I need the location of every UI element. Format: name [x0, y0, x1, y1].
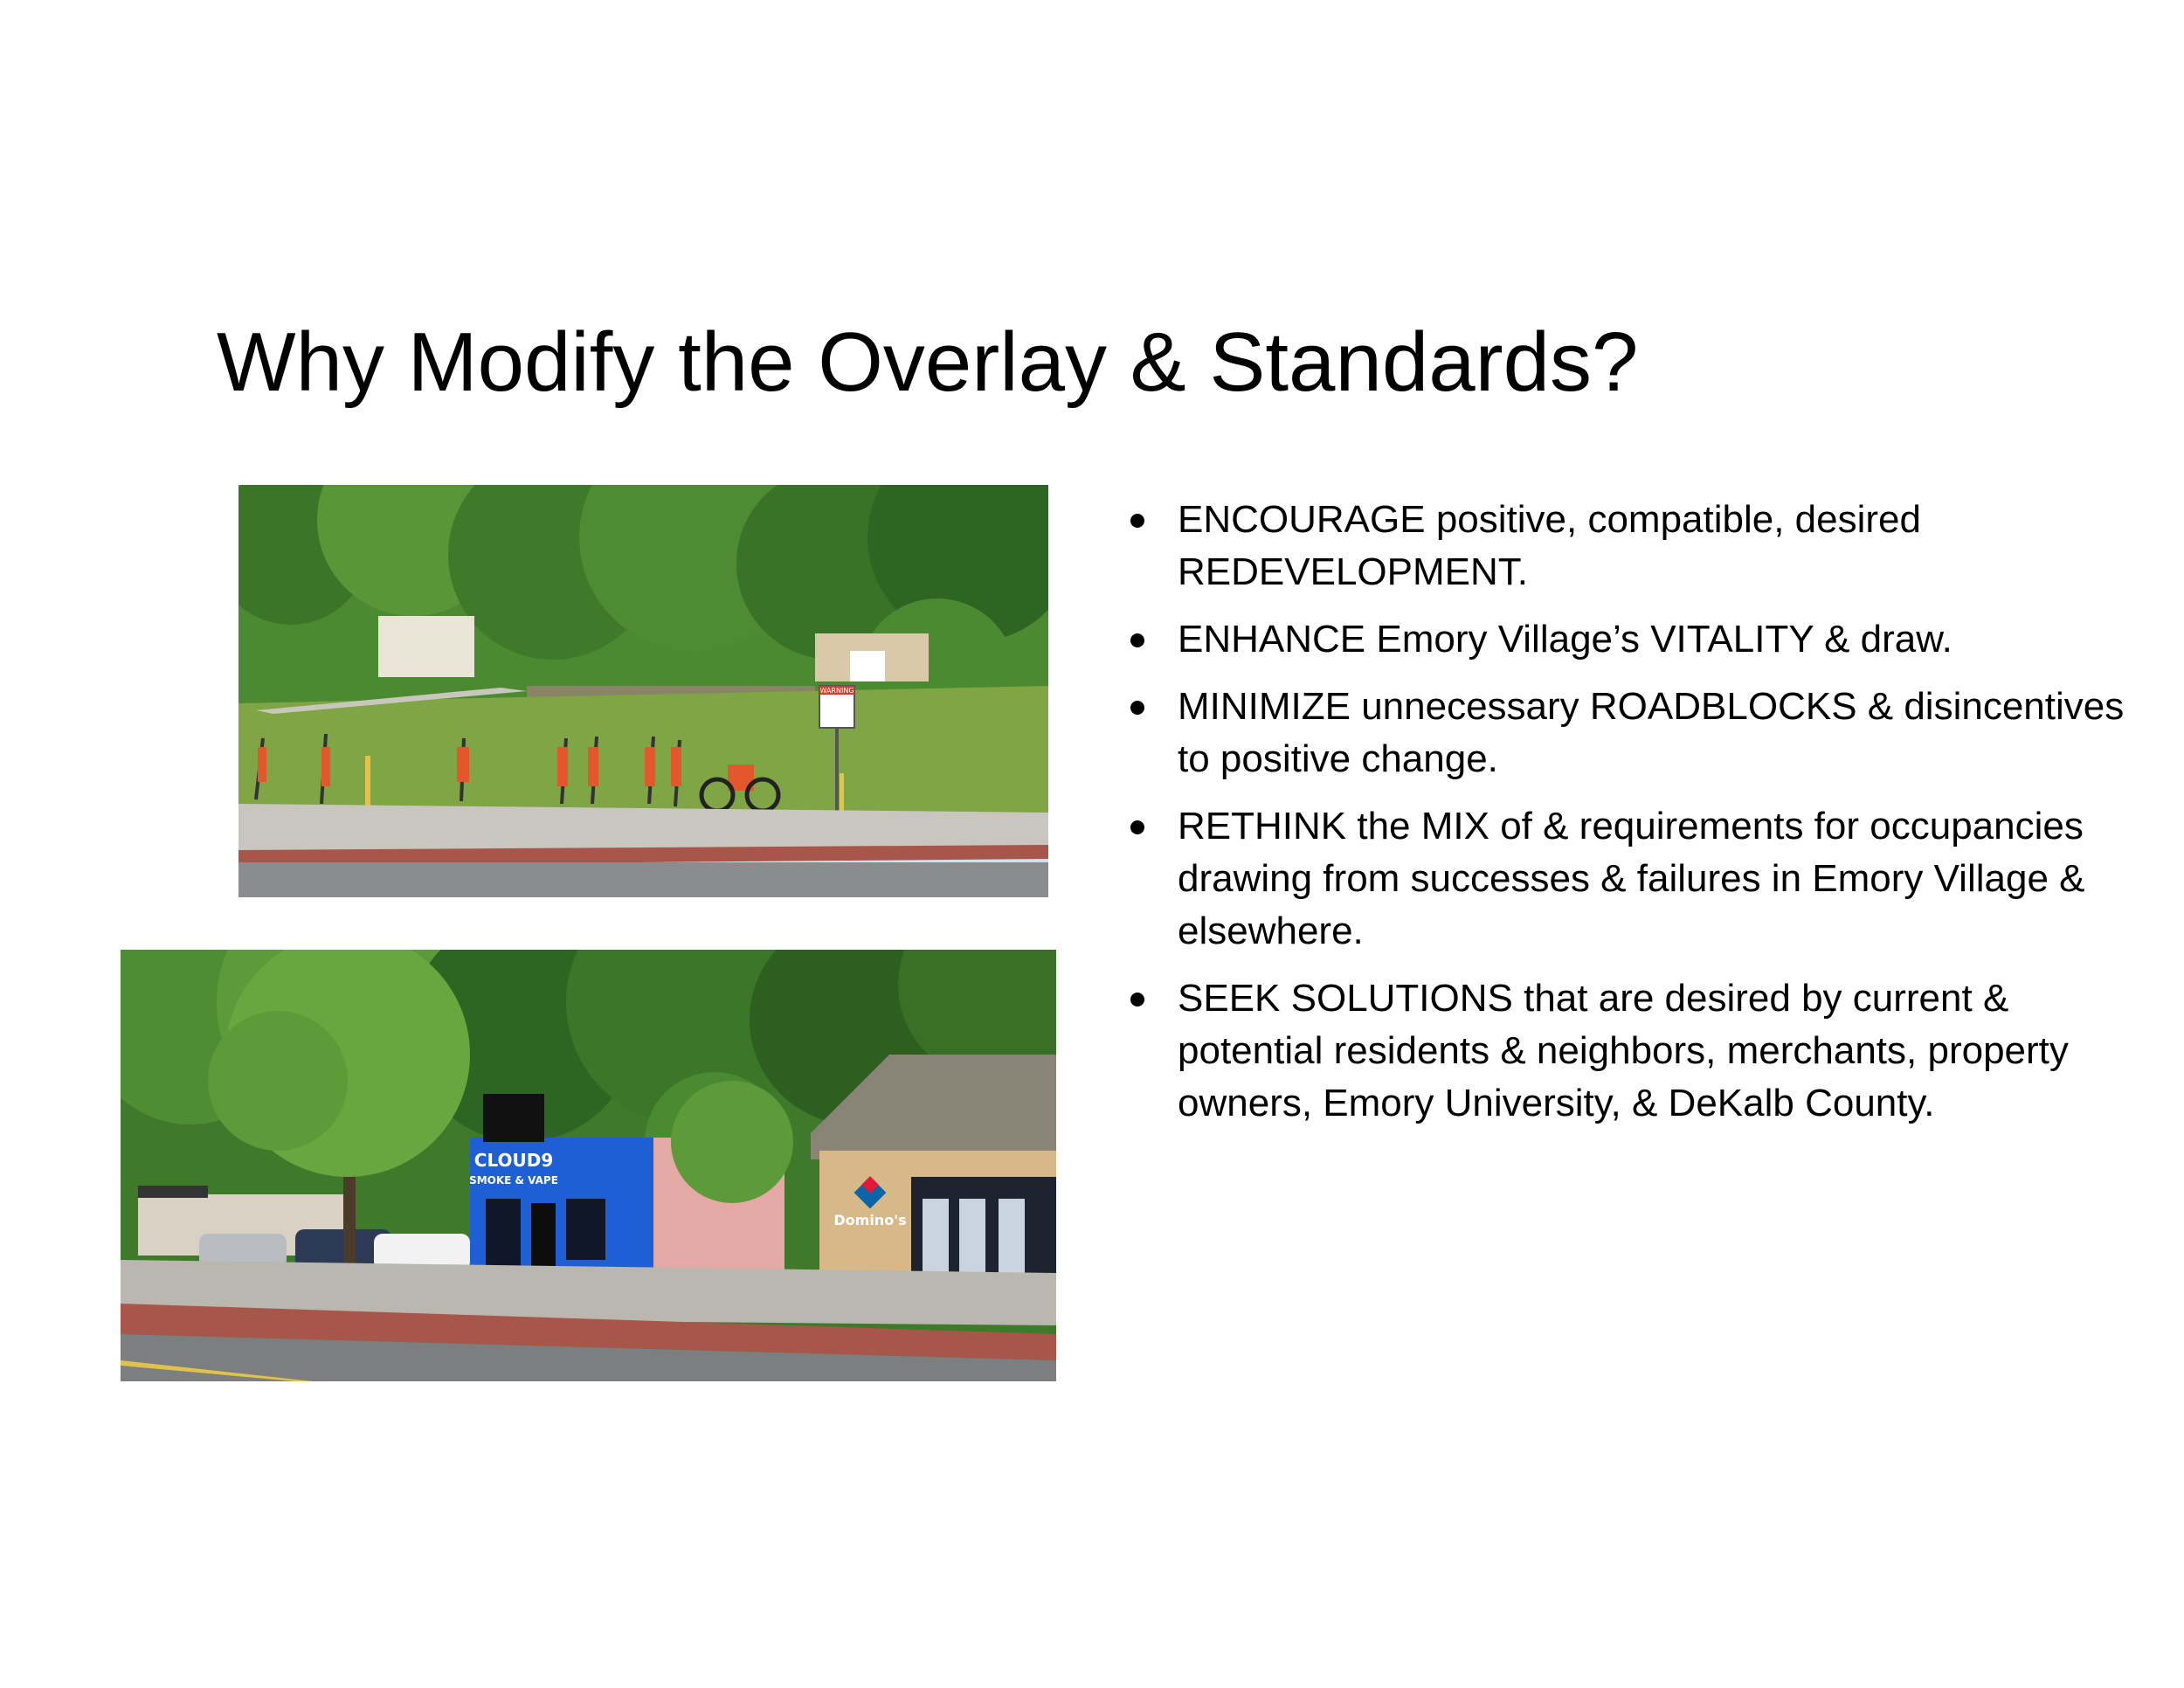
bullet-text: MINIMIZE unnecessary ROADBLOCKS & disincentives to positive change. [1178, 685, 2125, 780]
bullet-text: ENCOURAGE positive, compatible, desired REDEVELOPMENT. [1178, 498, 1921, 593]
bullet-dot [1130, 993, 1144, 1007]
bullet-dot [1130, 701, 1144, 715]
bullet-list [1127, 494, 2158, 1145]
bullet-dot [1130, 514, 1144, 528]
bullet-text: RETHINK the MIX of & requirements for occupancies drawing from successes & failures in Emory Village & elsewhere. [1178, 805, 2085, 952]
bullet-dot [1130, 820, 1144, 834]
warning-sign-text: WARNING [819, 687, 854, 695]
bullet-item [1127, 800, 2158, 958]
bullet-item [1127, 972, 2158, 1130]
slide-title: Why Modify the Overlay & Standards? [217, 315, 1639, 409]
bullet-text: SEEK SOLUTIONS that are desired by current & potential residents & neighbors, merchants, property owners, Emory University, & DeKalb County. [1178, 977, 2069, 1124]
storefronts-photo [121, 950, 1056, 1381]
bullet-dot [1130, 633, 1144, 647]
park-scooters-photo [238, 485, 1048, 897]
bullet-text: ENHANCE Emory Village’s VITALITY & draw. [1178, 618, 1952, 661]
bullet-item [1127, 613, 2158, 666]
bullet-item [1127, 681, 2158, 785]
dominos-sign-text: Domino's [833, 1212, 907, 1228]
bullet-item [1127, 494, 2158, 598]
cloud9-sign-text: CLOUD9 [473, 1150, 554, 1171]
smoke-vape-sign-text: SMOKE & VAPE [469, 1174, 558, 1186]
